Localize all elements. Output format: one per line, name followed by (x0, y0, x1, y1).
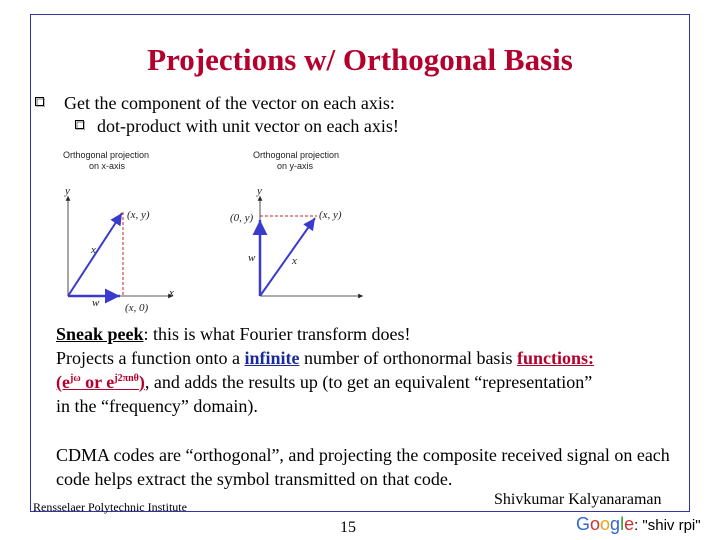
google-letter: g (610, 514, 621, 534)
sneak-peek-line1: : this is what Fourier transform does! (143, 324, 411, 344)
bullet-1-text: Get the component of the vector on each axis: (64, 93, 395, 113)
google-letter: o (600, 514, 611, 534)
right-caption-line2: on y-axis (277, 161, 314, 171)
basis-or: or e (80, 372, 115, 392)
basis-functions-formula[interactable] (56, 372, 145, 392)
left-axis-x-label: x (169, 287, 174, 299)
cdma-paragraph: CDMA codes are “orthogonal”, and projecting the composite received signal on each code helps extract the symbol transmitted on that code. (56, 445, 670, 489)
left-vec-x-label: x (91, 244, 96, 256)
right-vec-w-label: w (248, 252, 256, 264)
left-axis-y-label: y (65, 185, 70, 197)
basis2-exponent: j2πnθ (114, 373, 139, 384)
google-search-badge (576, 514, 701, 535)
basis1-base: (e (56, 372, 70, 392)
sneak-peek-line2-pre: Projects a function onto a (56, 348, 245, 368)
sneak-peek-label: Sneak peek (56, 324, 144, 344)
right-point-0y: (0, y) (230, 212, 254, 224)
right-vec-x-label: x (292, 255, 297, 267)
bullet-2 (75, 115, 399, 137)
sneak-peek-line3: , and adds the results up (to get an equivalent “representation” (144, 372, 593, 392)
functions-link[interactable]: functions: (516, 348, 594, 368)
checkbox-bullet-icon (75, 120, 85, 130)
google-letter: G (576, 514, 591, 534)
google-query: : "shiv rpi" (634, 517, 701, 534)
right-point-xy: (x, y) (319, 209, 342, 221)
basis-close: ) (138, 372, 145, 392)
page-number: 15 (340, 519, 356, 536)
right-axis-y-label: y (257, 185, 262, 197)
left-point-xy: (x, y) (127, 209, 150, 221)
right-caption-line1: Orthogonal projection (253, 150, 340, 160)
institution-footer: Rensselaer Polytechnic Institute (33, 500, 187, 514)
google-letter: e (624, 514, 635, 534)
left-caption-line1: Orthogonal projection (63, 150, 150, 160)
checkbox-bullet-icon (35, 97, 45, 107)
bullet-2-text: dot-product with unit vector on each axis! (97, 116, 399, 136)
google-letter: o (590, 514, 601, 534)
basis1-exponent: jω (69, 373, 81, 384)
sneak-peek-line4: in the “frequency” domain). (56, 396, 258, 416)
slide-title: Projections w/ Orthogonal Basis (147, 42, 573, 77)
left-caption-line2: on x-axis (89, 161, 126, 171)
left-vec-w-label: w (92, 297, 100, 309)
left-point-x0: (x, 0) (125, 302, 149, 314)
bullet-1 (35, 92, 395, 114)
sneak-peek-paragraph (56, 322, 696, 418)
author-footer: Shivkumar Kalyanaraman (494, 491, 662, 508)
google-letter: l (620, 514, 625, 534)
sneak-peek-line2-mid: number of orthonormal basis (299, 348, 517, 368)
infinite-link[interactable]: infinite (244, 348, 300, 368)
projection-figure (55, 148, 375, 318)
right-vector-x (260, 218, 315, 296)
